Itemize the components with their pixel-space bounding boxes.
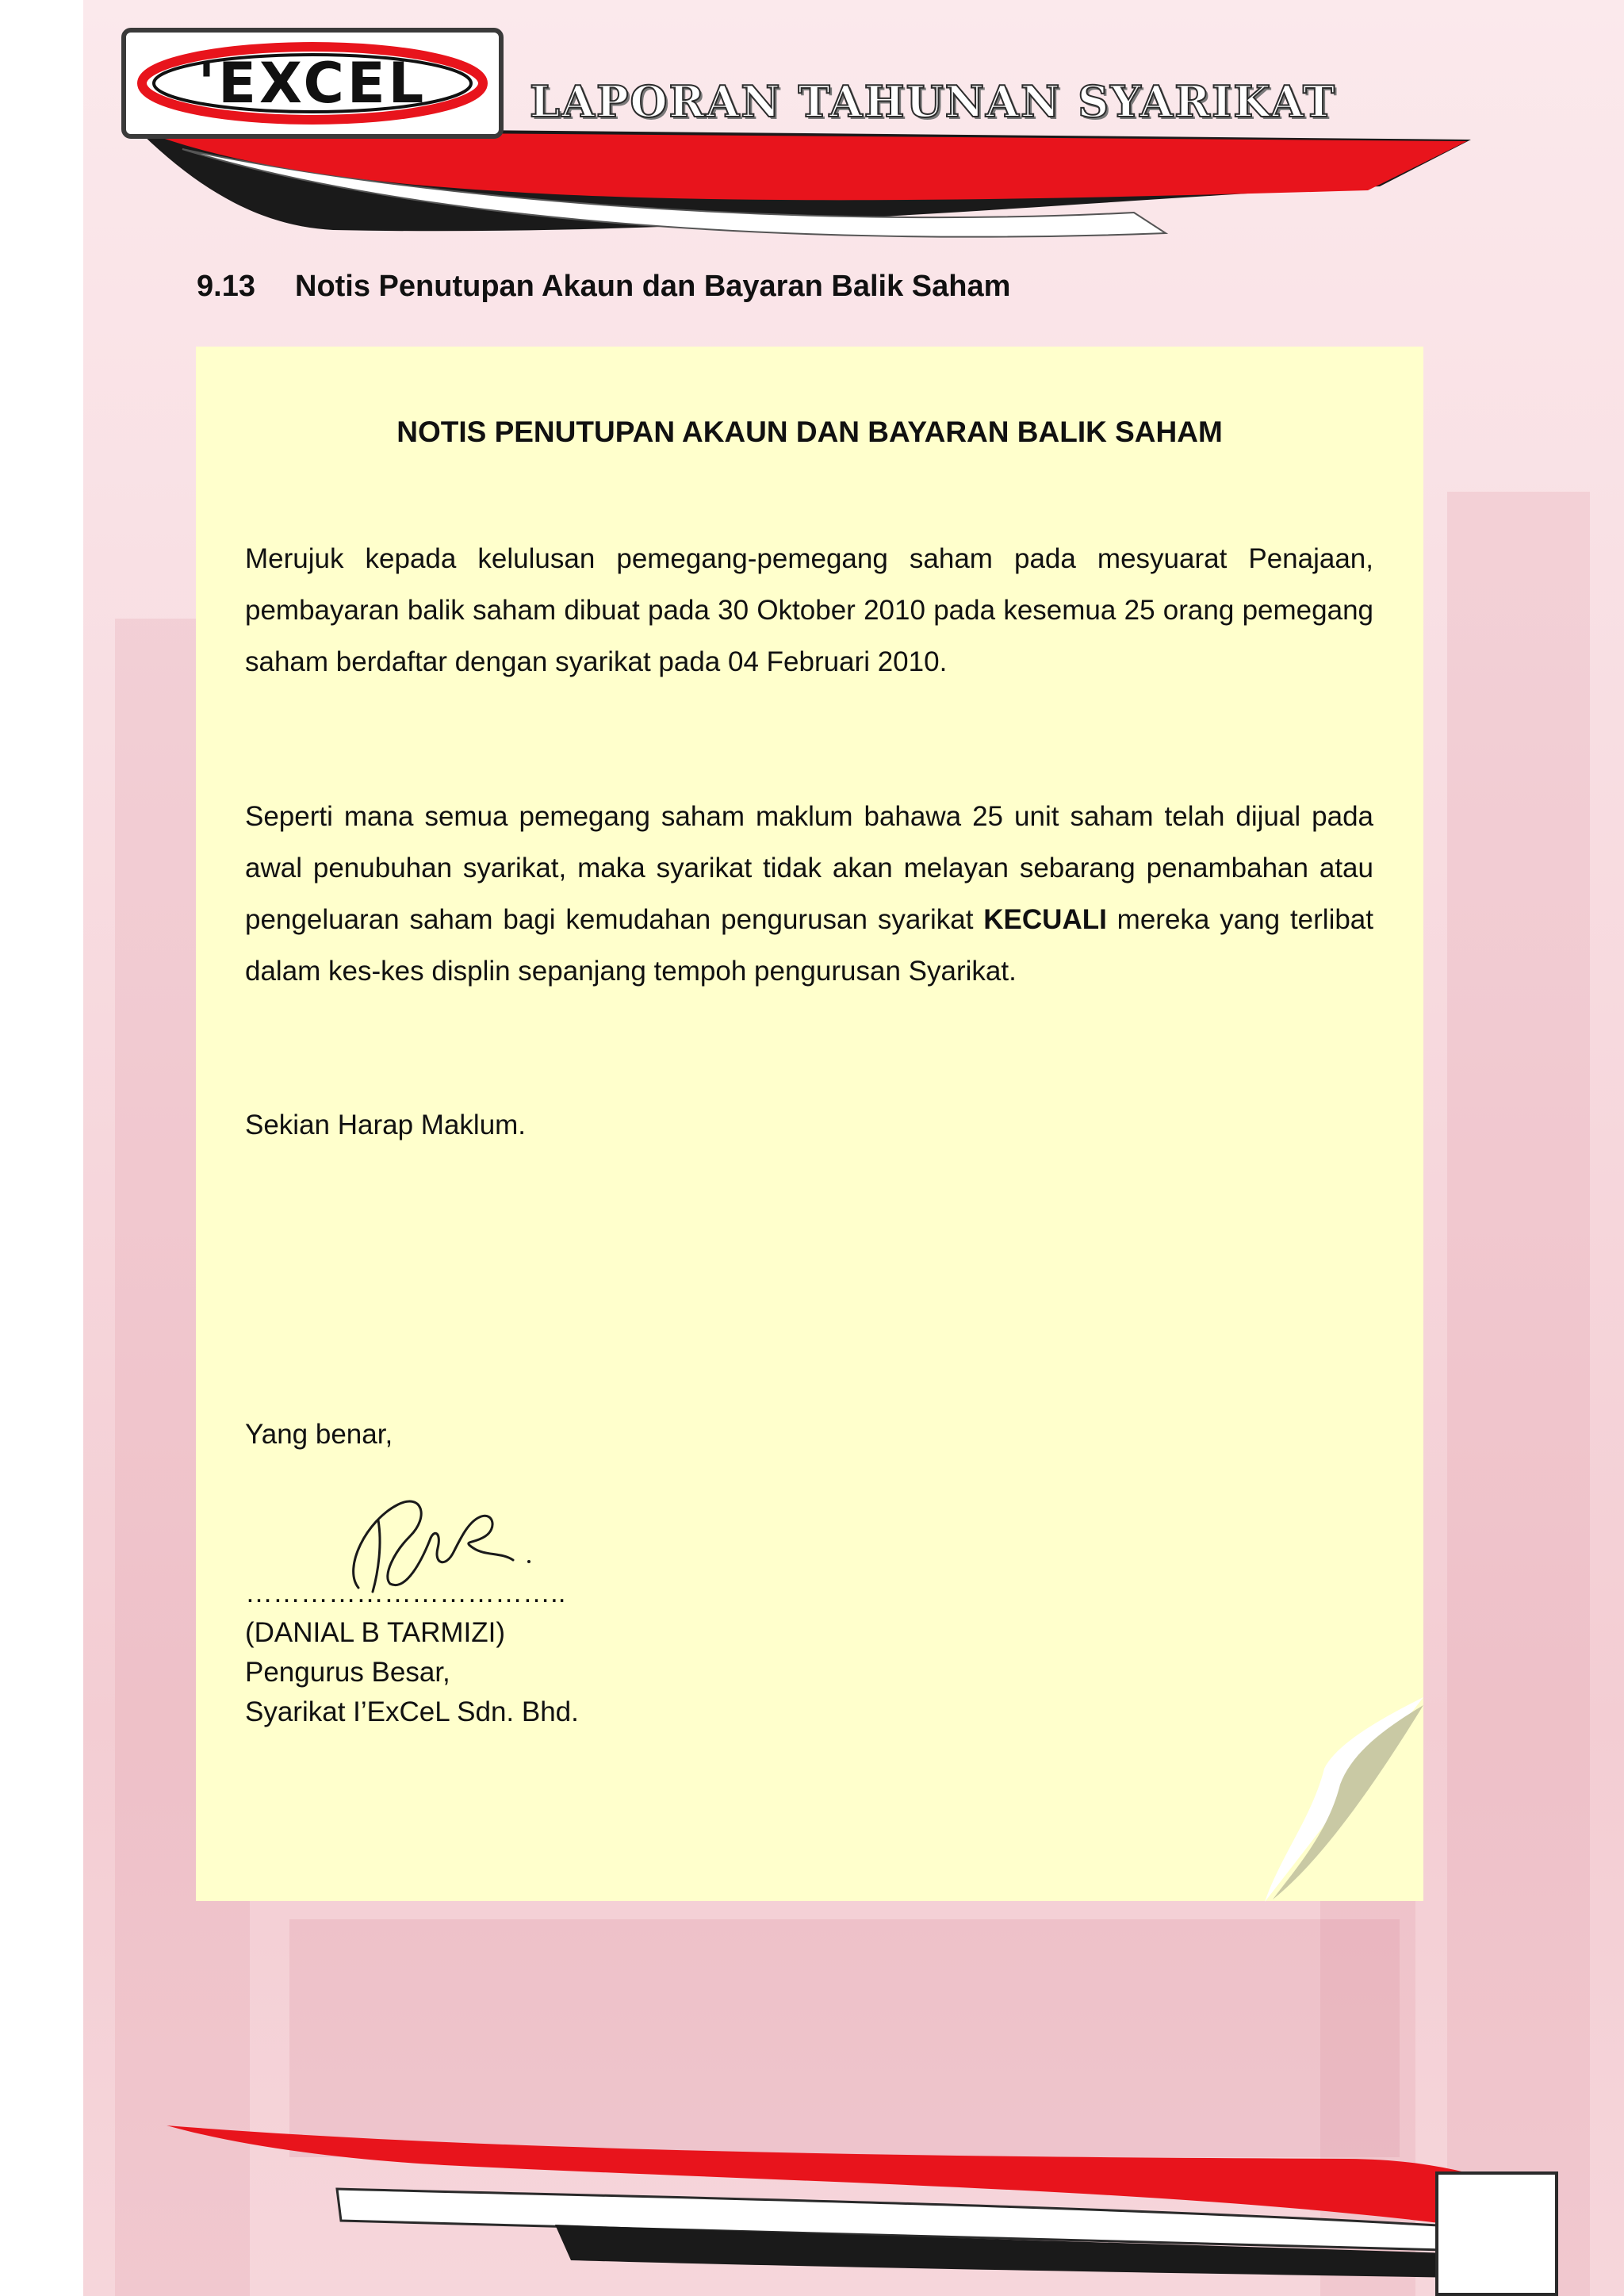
- section-number: 9.13: [197, 270, 255, 303]
- closing-remark: Sekian Harap Maklum.: [245, 1110, 527, 1140]
- notice-paragraph-1: Merujuk kepada kelulusan pemegang-pemegang saham pada mesyuarat Penajaan, pembayaran balik saham dibuat pada 30 Oktober 2010 pada kesemua 25 orang pemegang saham berdaftar dengan syarikat pada 04 Februari 2010.: [245, 543, 1373, 677]
- page-number-box: [1435, 2171, 1558, 2296]
- footer-banner: [0, 2110, 1624, 2296]
- logo-wordmark: 'EXCEL: [197, 51, 427, 116]
- notice-paragraph-2: [245, 791, 1373, 997]
- signature-line: ……………………………..: [245, 1577, 566, 1608]
- company-name: Syarikat I’ExCeL Sdn. Bhd.: [245, 1696, 579, 1727]
- signature-block: [245, 1573, 579, 1732]
- company-logo: [121, 28, 504, 139]
- salutation: Yang benar,: [245, 1419, 393, 1450]
- signatory-name: (DANIAL B TARMIZI): [245, 1617, 505, 1648]
- section-title: Notis Penutupan Akaun dan Bayaran Balik Saham: [295, 270, 1011, 303]
- report-title: LAPORAN TAHUNAN SYARIKAT: [530, 76, 1337, 127]
- paragraph-2-text-end: mereka yang terlibat dalam kes-kes displin sepanjang tempoh pengurusan Syarikat.: [245, 904, 1373, 987]
- notice-title: NOTIS PENUTUPAN AKAUN DAN BAYARAN BALIK SAHAM: [396, 416, 1223, 448]
- section-heading: [197, 270, 1010, 304]
- paragraph-2-emphasis: KECUALI: [983, 904, 1107, 935]
- notice-card: [196, 347, 1423, 1901]
- signatory-title: Pengurus Besar,: [245, 1657, 450, 1688]
- paragraph-2-text: Seperti mana semua pemegang saham maklum bahawa 25 unit saham telah dijual pada awal penubuhan syarikat, maka syarikat tidak akan melayan sebarang penambahan atau pengeluaran saham bagi kemudahan pengurusan syarikat: [245, 801, 1373, 935]
- page-curl: [1265, 1697, 1423, 1903]
